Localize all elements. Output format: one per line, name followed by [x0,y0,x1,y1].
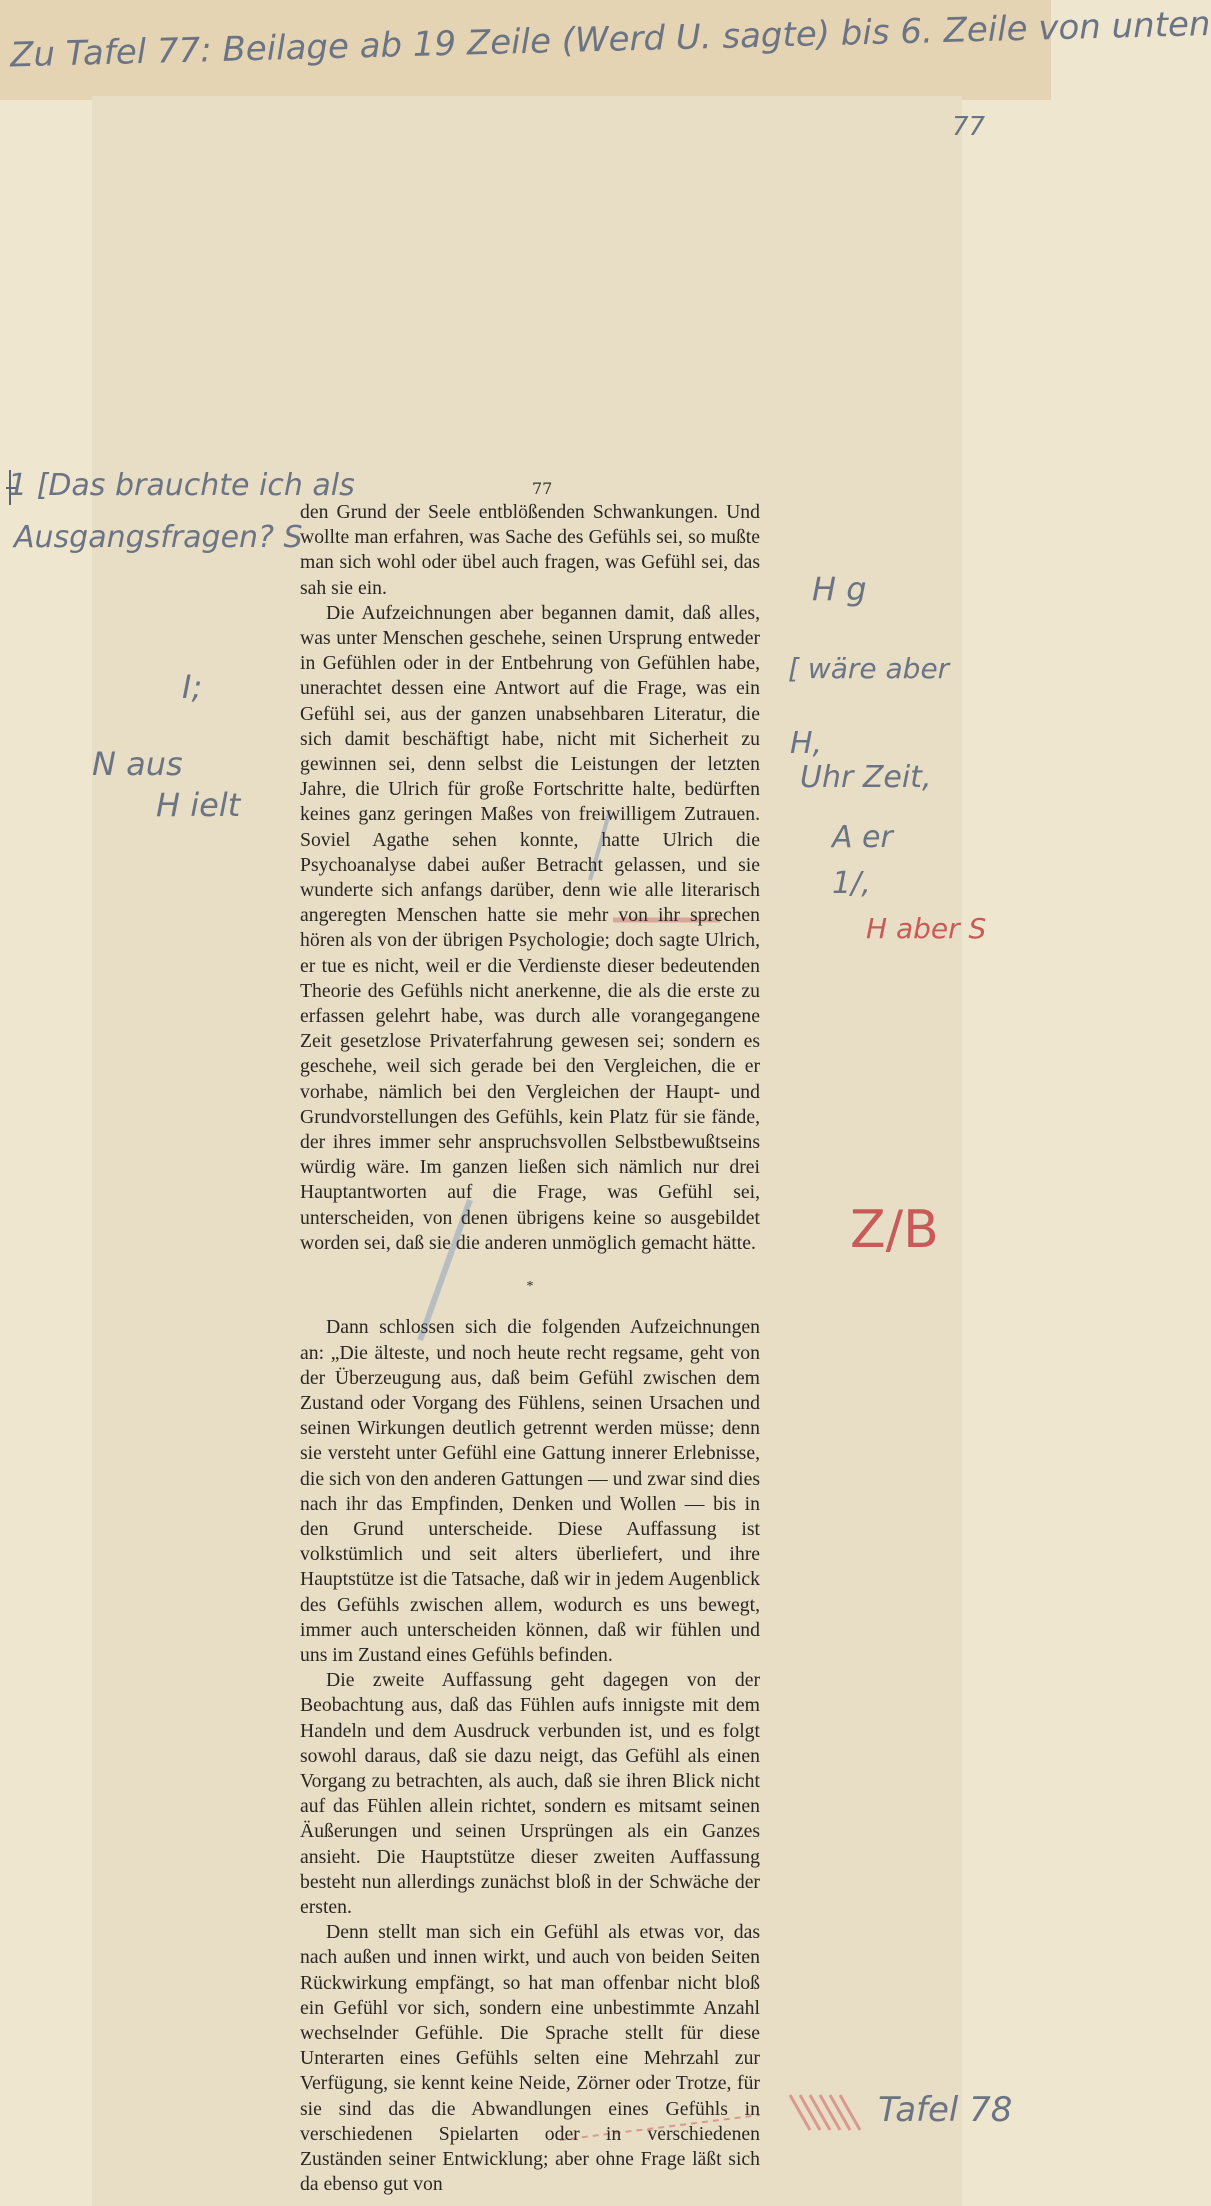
left-margin-note-3: I; [182,668,203,706]
paragraph-1: den Grund der Seele entblößenden Schwankungen. Und wollte man erfahren, was Sache des Gefühls sei, so mußte man sich wohl oder übel auch fragen, was Gefühl sei, das sah sie ein. [300,501,760,599]
paragraph-5: Denn stellt man sich ein Gefühl als etwas vor, das nach außen und innen wirkt, und auch von beiden Seiten Rückwirkung empfängt, so hat man offenbar nicht bloß ein Gefühl vor sich, sondern eine unbestimmte Anzahl wechselnder Gefühle. Die Sprache stellt für diese Unterarten eines Gefühls selten eine Mehrzahl zur Verfügung, sie kennt keine Neide, Zörner oder Trotze, für sie sind das die Abwandlungen eines Gefühls in verschiedenen Spielarten oder in verschiedenen Zuständen seiner Entwicklung; aber ohne Frage läßt sich da ebenso gut von [300,1921,760,2196]
left-margin-note-5: H ielt [156,786,241,824]
editor-mark: Z/B [850,1200,939,1260]
left-margin-note-4: N aus [92,745,183,783]
right-margin-note-5: A er [832,820,893,855]
section-separator: * [526,1279,534,1295]
right-margin-note-4: Uhr Zeit, [800,760,932,795]
paragraph-4: Die zweite Auffassung geht dagegen von der Beobachtung aus, daß das Fühlen aufs innigste mit dem Handeln und dem Ausdruck verbunden ist, und es folgt sowohl daraus, daß sie dazu neigt, das Gefühl als einen Vorgang zu betrachten, als auch, daß sie ihren Blick nicht auf das Fühlen allein richtet, sondern es mitsamt seinen Äußerungen und seinen Ursprüngen als ein Ganzes ansieht. Die Hauptstütze dieser zweiten Auffassung besteht nun allerdings zunächst bloß in der Schwäche der ersten. [300,1669,760,1918]
printed-text-block [300,500,760,2197]
red-hatching-bottom [790,2095,860,2130]
left-bracket-mark [6,470,16,505]
right-margin-note-6: 1/, [832,866,871,901]
paragraph-3: Dann schlossen sich die folgenden Aufzeichnungen an: „Die älteste, und noch heute recht regsame, geht von der Überzeugung aus, daß beim Gefühl zwischen dem Zustand oder Vorgang des Fühlens, seinen Ursachen und seinen Wirkungen deutlich getrennt werden müsse; denn sie versteht unter Gefühl eine Gattung innerer Erlebnisse, die sich von den anderen Gattungen — und zwar sind dies nach ihr das Empfinden, Denken und Wollen — bis in den Grund unterscheide. Diese Auffassung ist volkstümlich und seit alters überliefert, und ihre Hauptstütze ist die Tatsache, daß wir in jedem Augenblick des Gefühls zwischen allem, wodurch es uns bewegt, immer auch unterscheiden können, daß wir fühlen und uns im Zustand eines Gefühls befinden. [300,1316,760,1666]
left-margin-note-2: Ausgangsfragen? S [14,520,303,555]
right-margin-note-2: [ wäre aber [788,652,950,685]
right-margin-note-3: H, [790,726,823,761]
right-margin-note-7: H aber S [866,912,987,945]
right-margin-note-1: H g [812,570,867,608]
printed-page-number: 77 [532,479,553,498]
paragraph-2: Die Aufzeichnungen aber begannen damit, daß alles, was unter Menschen geschehe, seinen Ursprung entweder in Gefühlen oder in der Entbehrung von Gefühlen habe, unerachtet dessen eine Antwort auf die Frage, was ein Gefühl sei, aus der ganzen unabsehbaren Literatur, die sich damit beschäftigt habe, nicht mit Sicherheit zu gewinnen sei, denn selbst die Leistungen der letzten Jahre, die Ulrich für große Fortschritte halte, bedürften keines ganz geringen Maßes von freiwilligem Zutrauen. Soviel Agathe sehen konnte, hatte Ulrich die Psychoanalyse dabei außer Betracht gelassen, und sie wunderte sich anfangs darüber, denn wie alle literarisch angeregten Menschen hatte sie mehr von ihr sprechen hören als von der übrigen Psychologie; doch sagte Ulrich, er tue es nicht, weil er die Verdienste dieser bedeutenden Theorie des Gefühls nicht anerkenne, die als die erste zu erfassen gelehrt habe, was durch alle vorangegangene Zeit gesetzlose Privaterfahrung gewesen sei; sondern es geschehe, weil sich gerade bei den Vergleichen, die er vorhabe, nämlich bei den Vergleichen der Haupt- und Grundvorstellungen des Gefühls, kein Platz für sie fände, der ihres immer sehr anspruchsvollen Selbstbewußtseins würdig wäre. Im ganzen ließen sich nämlich nur drei Hauptantworten auf die Frage, was Gefühl sei, unterscheiden, von denen übrigens keine so ausgebildet worden sei, daß sie die anderen unmöglich gemacht hätte. [300,601,760,1254]
left-margin-note-1: 1 [Das brauchte ich als [8,468,355,503]
archive-page-number: 77 [952,112,986,142]
top-handwritten-note: Zu Tafel 77: Beilage ab 19 Zeile (Werd U. sagte) bis 6. Zeile von unten [9,4,1211,76]
bottom-handwritten-note: Tafel 78 [878,2090,1013,2130]
